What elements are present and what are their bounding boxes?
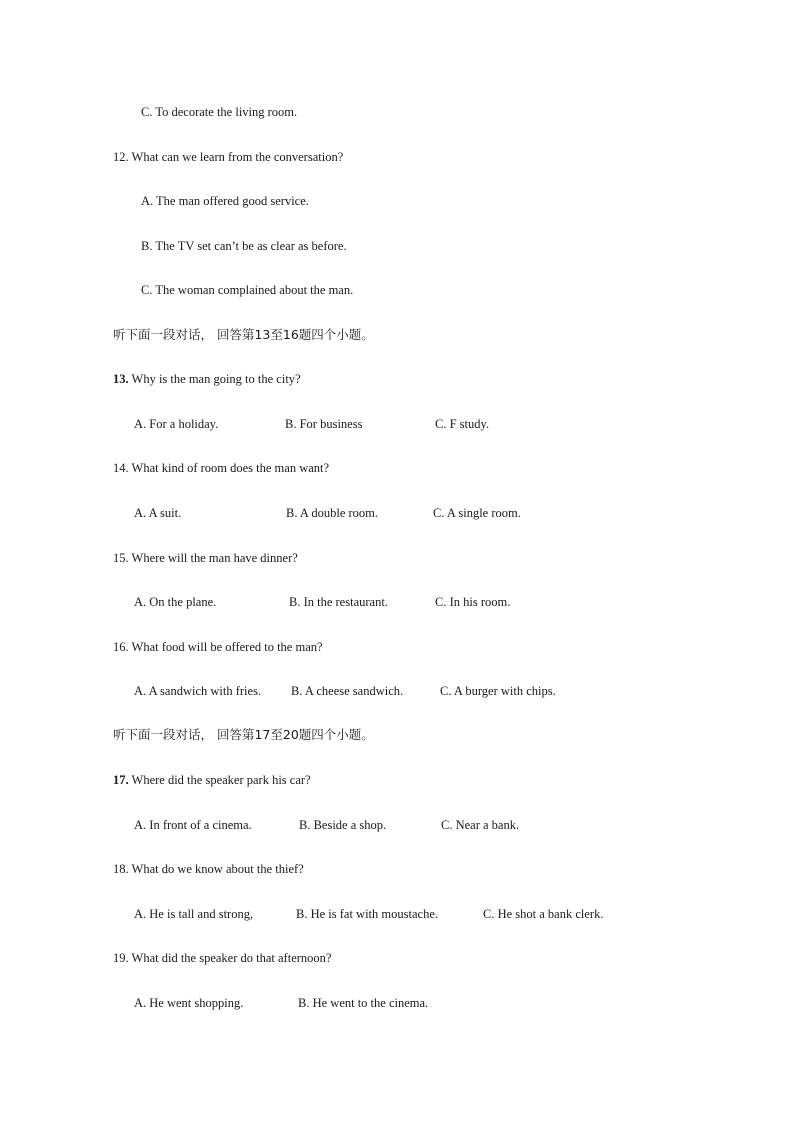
q12-option-b: B. The TV set can’t be as clear as before. — [141, 239, 347, 253]
q17-option-c: C. Near a bank. — [441, 818, 520, 832]
q16-option-c: C. A burger with chips. — [440, 684, 556, 698]
q12-option-a: A. The man offered good service. — [141, 194, 309, 208]
q16-number: 16. — [113, 640, 129, 654]
q19-number: 19. — [113, 951, 129, 965]
q16-question — [113, 639, 323, 655]
q18-option-a: A. He is tall and strong, — [134, 907, 254, 921]
q18-number: 18. — [113, 862, 129, 876]
q13-text: Why is the man going to the city? — [131, 372, 301, 386]
q16-option-a: A. A sandwich with fries. — [134, 684, 262, 698]
q17-text: Where did the speaker park his car? — [131, 773, 311, 787]
q17-option-a: A. In front of a cinema. — [134, 818, 252, 832]
q19-option-a: A. He went shopping. — [134, 996, 244, 1010]
section-instruction-1: 听下面一段对话， 回答第13至16题四个小题。 — [113, 327, 374, 342]
q13-option-b: B. For business — [285, 417, 363, 431]
q19-text: What did the speaker do that afternoon? — [131, 951, 332, 965]
q18-text: What do we know about the thief? — [131, 862, 304, 876]
q17-option-b: B. Beside a shop. — [299, 818, 387, 832]
section-instruction-2: 听下面一段对话， 回答第17至20题四个小题。 — [113, 727, 374, 742]
q19-option-b: B. He went to the cinema. — [298, 996, 429, 1010]
q13-option-c: C. F study. — [435, 417, 490, 431]
q12-option-c: C. The woman complained about the man. — [141, 283, 354, 297]
q17-question — [113, 772, 311, 788]
q13-option-a: A. For a holiday. — [134, 417, 219, 431]
q14-option-b: B. A double room. — [286, 506, 379, 520]
q15-text: Where will the man have dinner? — [131, 551, 298, 565]
q14-text: What kind of room does the man want? — [131, 461, 330, 475]
q17-number: 17. — [113, 773, 129, 787]
q14-question — [113, 460, 329, 476]
q12-text: What can we learn from the conversation? — [131, 150, 344, 164]
q12-number: 12. — [113, 150, 129, 164]
q11-option-c: C. To decorate the living room. — [141, 105, 298, 119]
q15-number: 15. — [113, 551, 129, 565]
q18-question — [113, 861, 304, 877]
q16-text: What food will be offered to the man? — [131, 640, 323, 654]
q18-option-c: C. He shot a bank clerk. — [483, 907, 604, 921]
q14-option-c: C. A single room. — [433, 506, 521, 520]
q14-option-a: A. A suit. — [134, 506, 182, 520]
q18-option-b: B. He is fat with moustache. — [296, 907, 438, 921]
q15-option-b: B. In the restaurant. — [289, 595, 388, 609]
q19-question — [113, 950, 331, 966]
q13-question — [113, 371, 301, 387]
q16-option-b: B. A cheese sandwich. — [291, 684, 404, 698]
q12-question — [113, 149, 343, 165]
q13-number: 13. — [113, 372, 129, 386]
q15-option-a: A. On the plane. — [134, 595, 217, 609]
q15-option-c: C. In his room. — [435, 595, 511, 609]
q14-number: 14. — [113, 461, 129, 475]
q15-question — [113, 550, 298, 566]
